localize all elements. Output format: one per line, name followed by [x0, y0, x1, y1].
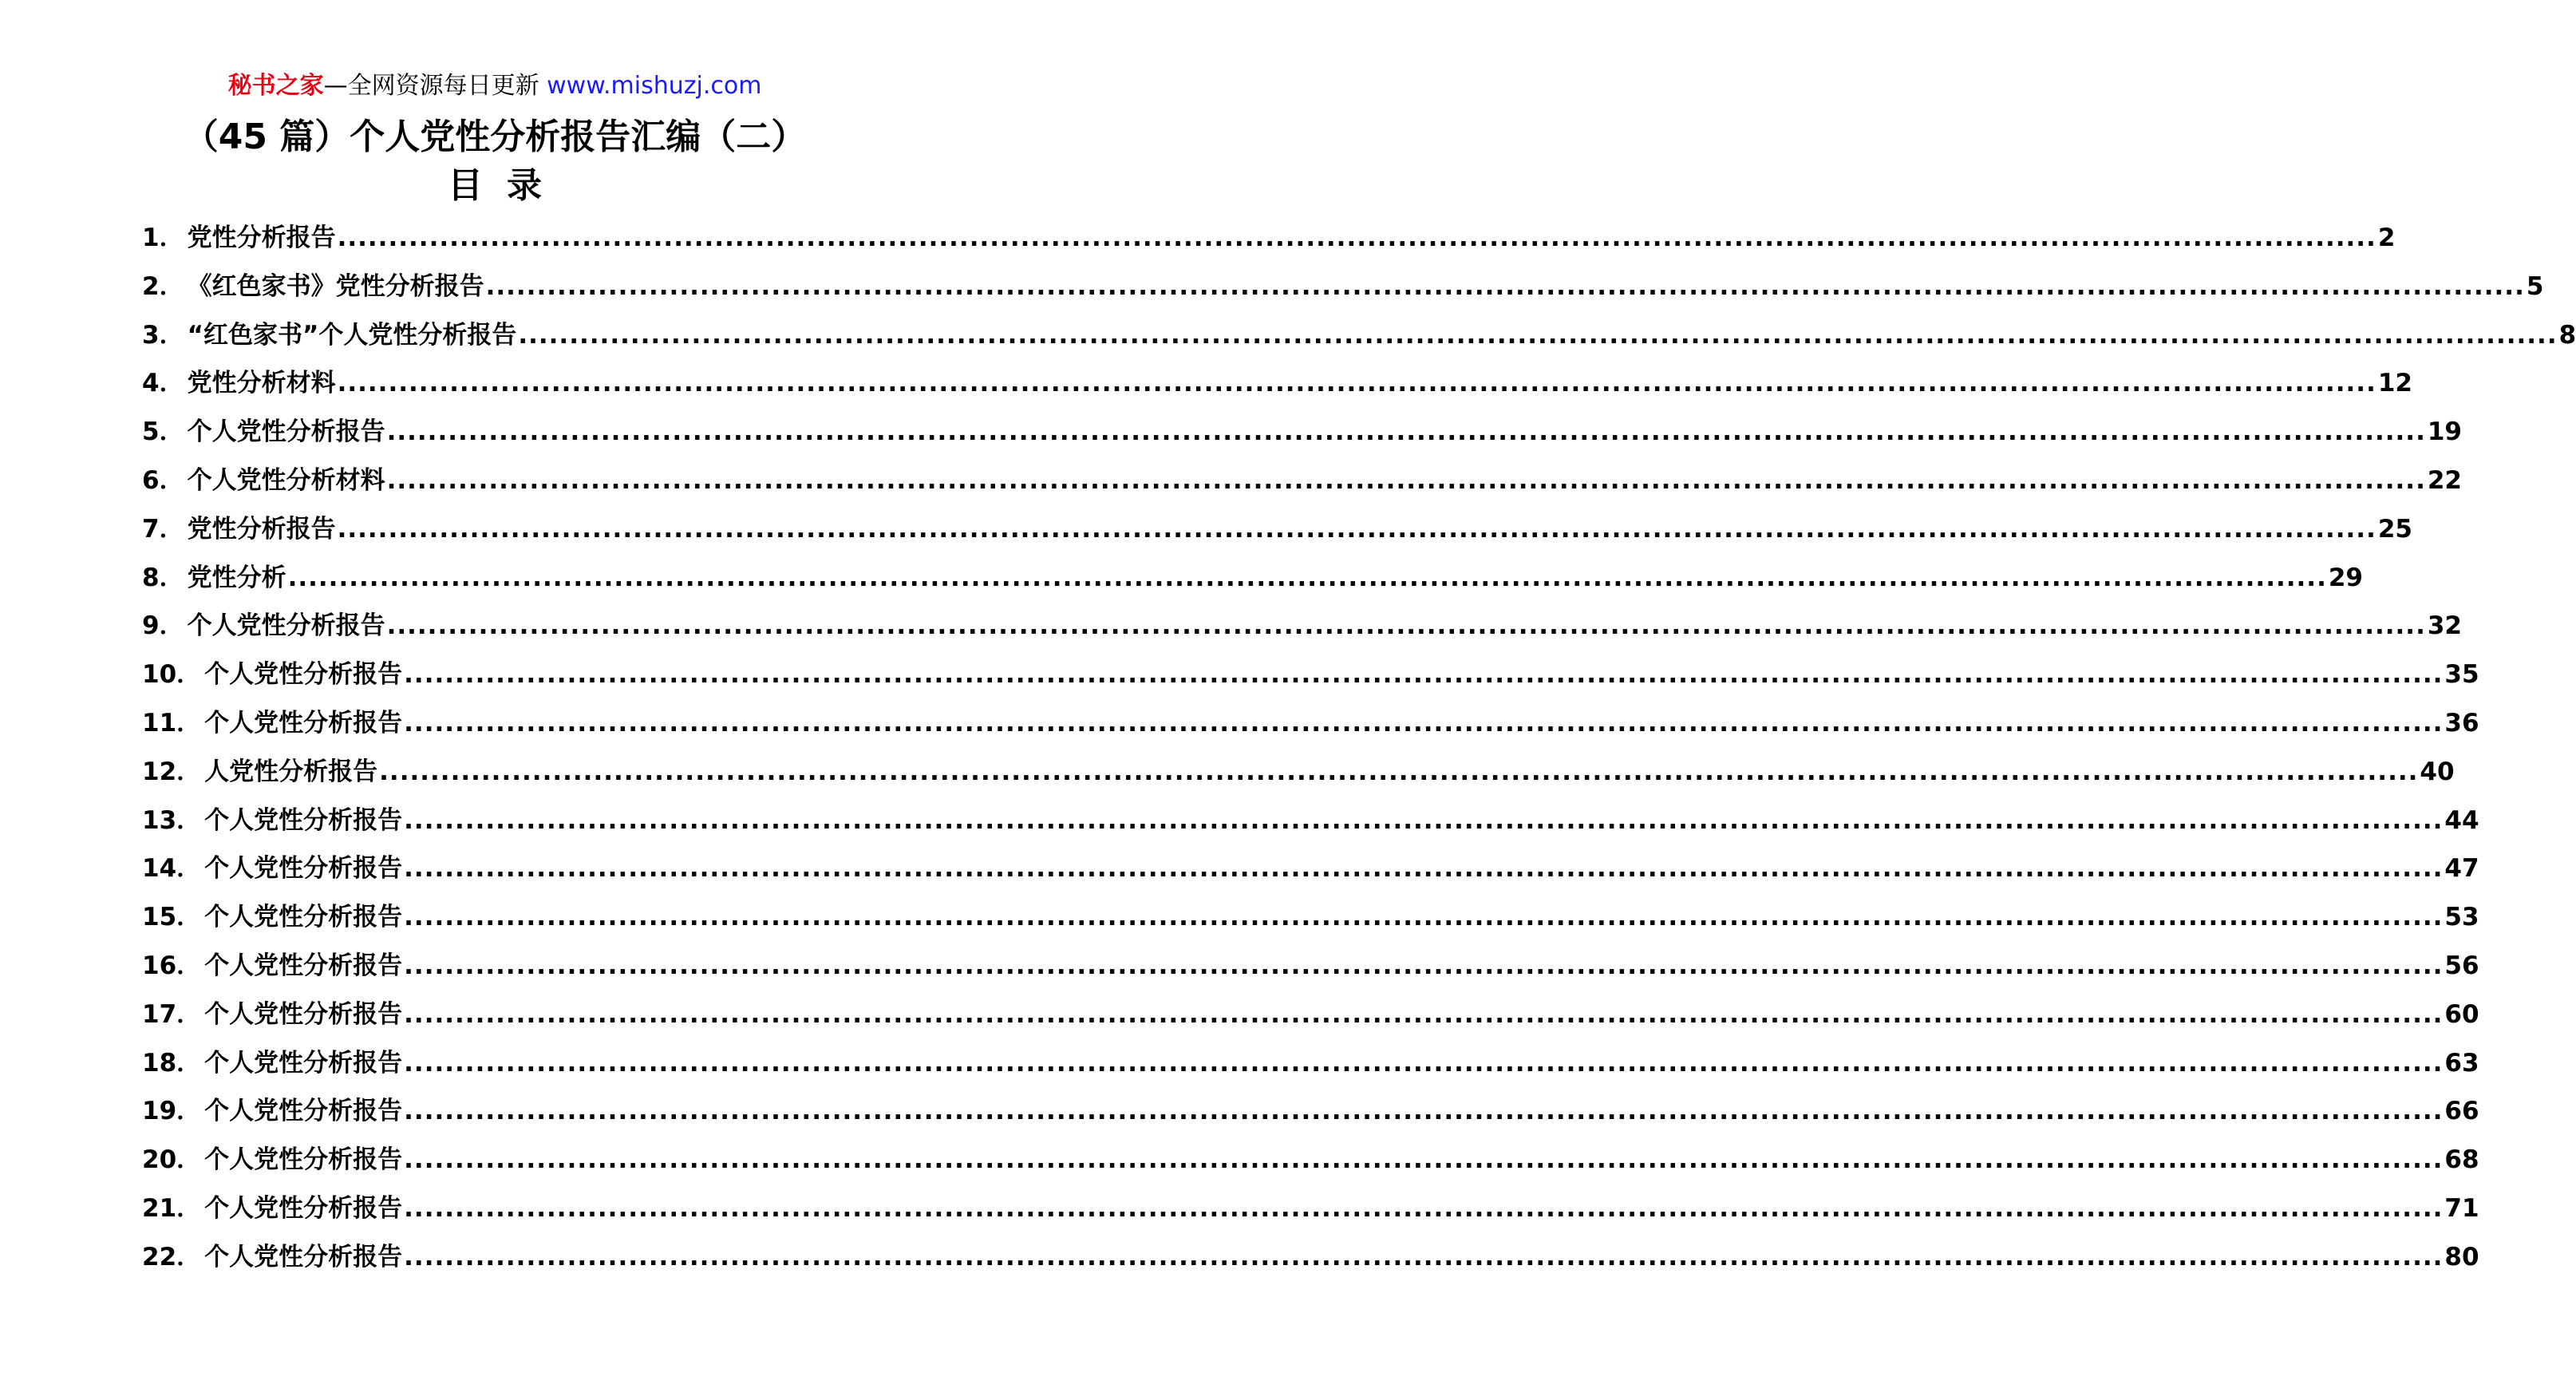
- toc-item[interactable]: [142, 994, 2479, 1042]
- toc-item[interactable]: [142, 1188, 2479, 1236]
- toc-dot-leader: ........................................................................................................................................................................................................: [404, 951, 2444, 980]
- toc-dot-leader: ........................................................................................................................................................................................................: [337, 514, 2376, 544]
- toc-item-page: 80: [2444, 1242, 2479, 1271]
- toc-item-page: 22: [2427, 465, 2462, 495]
- toc-item-separator: ．: [176, 1097, 202, 1126]
- toc-dot-leader: ........................................................................................................................................................................................................: [404, 805, 2444, 835]
- toc-item-page: 29: [2328, 563, 2363, 592]
- toc-dot-leader: ........................................................................................................................................................................................................: [404, 903, 2444, 932]
- toc-item-separator: ．: [159, 514, 184, 544]
- toc-item-page: 32: [2427, 611, 2462, 641]
- toc-item-page: 44: [2444, 805, 2479, 835]
- toc-item-title: 个人党性分析报告: [204, 903, 403, 932]
- toc-item[interactable]: [142, 1042, 2479, 1091]
- toc-item-title: 党性分析: [187, 563, 286, 592]
- toc-item-title: 个人党性分析报告: [204, 951, 403, 980]
- toc-item-title: 个人党性分析报告: [204, 999, 403, 1029]
- toc-item-title: 《红色家书》党性分析报告: [187, 271, 484, 301]
- toc-item-page: 56: [2444, 951, 2479, 980]
- toc-dot-leader: ........................................................................................................................................................................................................: [386, 417, 2426, 447]
- toc-item-separator: ．: [176, 708, 202, 738]
- toc-item[interactable]: [142, 945, 2479, 994]
- toc-item[interactable]: [142, 508, 2412, 557]
- toc-dot-leader: ........................................................................................................................................................................................................: [386, 611, 2426, 641]
- toc-item-number: 7: [142, 514, 160, 544]
- toc-item-title: 个人党性分析报告: [204, 660, 403, 690]
- toc-item-page: 5: [2526, 271, 2544, 301]
- toc-dot-leader: ........................................................................................................................................................................................................: [337, 223, 2376, 252]
- toc-dot-leader: ........................................................................................................................................................................................................: [404, 854, 2444, 884]
- toc-item-page: 35: [2444, 660, 2479, 690]
- toc-item-title: “红色家书”个人党性分析报告: [187, 320, 517, 350]
- toc-item-separator: ．: [176, 1193, 202, 1223]
- toc-item-number: 16: [142, 951, 177, 980]
- toc-item-page: 25: [2377, 514, 2412, 544]
- toc-dot-leader: ........................................................................................................................................................................................................: [404, 999, 2444, 1029]
- toc-item-separator: ．: [176, 999, 202, 1029]
- toc-item-title: 人党性分析报告: [204, 757, 378, 786]
- toc-item-page: 53: [2444, 903, 2479, 932]
- toc-item-number: 18: [142, 1048, 177, 1078]
- toc-dot-leader: ........................................................................................................................................................................................................: [485, 271, 2525, 301]
- toc-item-page: 68: [2444, 1145, 2479, 1175]
- toc-item-title: 个人党性分析报告: [187, 611, 385, 641]
- toc-item-separator: ．: [159, 611, 184, 641]
- toc-dot-leader: ........................................................................................................................................................................................................: [404, 660, 2444, 690]
- toc-item-number: 15: [142, 903, 177, 932]
- toc-item-number: 8: [142, 563, 160, 592]
- toc-item[interactable]: [142, 800, 2479, 848]
- toc-item-title: 个人党性分析报告: [204, 854, 403, 884]
- toc-item-number: 9: [142, 611, 160, 641]
- toc-item-page: 40: [2420, 757, 2455, 786]
- toc-item-title: 个人党性分析报告: [204, 1242, 403, 1271]
- toc-item-separator: ．: [176, 1145, 202, 1175]
- site-brand: 秘书之家: [227, 72, 324, 100]
- toc-item-number: 11: [142, 708, 177, 738]
- toc-item-separator: ．: [159, 271, 184, 301]
- toc-item-separator: ．: [176, 660, 202, 690]
- toc-item[interactable]: [142, 314, 2576, 363]
- toc-item-separator: ．: [159, 369, 184, 398]
- toc-item-separator: ．: [159, 417, 184, 447]
- toc-item-number: 10: [142, 660, 177, 690]
- toc-item-page: 8: [2558, 320, 2576, 350]
- toc-dot-leader: ........................................................................................................................................................................................................: [404, 1048, 2444, 1078]
- toc-item[interactable]: [142, 848, 2479, 896]
- toc-item-number: 21: [142, 1193, 177, 1223]
- toc-dot-leader: ........................................................................................................................................................................................................: [404, 1097, 2444, 1126]
- toc-item-page: 36: [2444, 708, 2479, 738]
- toc-item-number: 5: [142, 417, 160, 447]
- toc-dot-leader: ........................................................................................................................................................................................................: [404, 708, 2444, 738]
- toc-dot-leader: ........................................................................................................................................................................................................: [404, 1145, 2444, 1175]
- toc-item-separator: ．: [176, 951, 202, 980]
- toc-item-number: 17: [142, 999, 177, 1029]
- toc-item-page: 60: [2444, 999, 2479, 1029]
- toc-item-number: 19: [142, 1097, 177, 1126]
- toc-item-separator: ．: [159, 223, 184, 252]
- table-of-contents: [142, 217, 2576, 1285]
- toc-item-number: 14: [142, 854, 177, 884]
- site-url-link[interactable]: www.mishuzj.com: [547, 72, 762, 100]
- toc-item-title: 个人党性分析报告: [204, 708, 403, 738]
- toc-item-title: 党性分析材料: [187, 369, 336, 398]
- toc-item-separator: ．: [176, 805, 202, 835]
- toc-dot-leader: ........................................................................................................................................................................................................: [404, 1193, 2444, 1223]
- toc-item[interactable]: [142, 896, 2479, 945]
- toc-item-number: 6: [142, 465, 160, 495]
- site-header: [0, 70, 990, 102]
- toc-item-number: 3: [142, 320, 160, 350]
- toc-item-title: 党性分析报告: [187, 514, 336, 544]
- toc-item[interactable]: [142, 411, 2462, 460]
- toc-dot-leader: ........................................................................................................................................................................................................: [386, 465, 2426, 495]
- site-tagline: —全网资源每日更新: [323, 72, 539, 100]
- toc-item[interactable]: [142, 266, 2544, 314]
- toc-dot-leader: ........................................................................................................................................................................................................: [379, 757, 2419, 786]
- toc-item-separator: ．: [176, 1048, 202, 1078]
- toc-item[interactable]: [142, 1236, 2479, 1285]
- toc-item-separator: ．: [176, 903, 202, 932]
- toc-item[interactable]: [142, 1090, 2479, 1139]
- toc-item[interactable]: [142, 1139, 2479, 1188]
- toc-item[interactable]: [142, 217, 2396, 266]
- toc-item-separator: ．: [176, 1242, 202, 1271]
- toc-dot-leader: ........................................................................................................................................................................................................: [404, 1242, 2444, 1271]
- toc-heading: 目录: [448, 165, 566, 206]
- toc-item-separator: ．: [159, 320, 184, 350]
- toc-item[interactable]: [142, 702, 2479, 751]
- toc-item-page: 66: [2444, 1097, 2479, 1126]
- toc-item-separator: ．: [159, 563, 184, 592]
- toc-dot-leader: ........................................................................................................................................................................................................: [287, 563, 2327, 592]
- toc-item-title: 个人党性分析材料: [187, 465, 385, 495]
- toc-item-separator: ．: [176, 854, 202, 884]
- toc-item-page: 47: [2444, 854, 2479, 884]
- toc-item[interactable]: [142, 654, 2479, 702]
- toc-item-number: 2: [142, 271, 160, 301]
- toc-item-number: 20: [142, 1145, 177, 1175]
- toc-item-title: 党性分析报告: [187, 223, 336, 252]
- toc-item-page: 71: [2444, 1193, 2479, 1223]
- toc-dot-leader: ........................................................................................................................................................................................................: [337, 369, 2376, 398]
- toc-item-page: 63: [2444, 1048, 2479, 1078]
- toc-item[interactable]: [142, 751, 2455, 800]
- toc-item-number: 4: [142, 369, 160, 398]
- toc-item-title: 个人党性分析报告: [204, 1048, 403, 1078]
- document-title: （45 篇）个人党性分析报告汇编（二）: [183, 117, 807, 157]
- toc-item-title: 个人党性分析报告: [204, 1097, 403, 1126]
- toc-item-number: 12: [142, 757, 177, 786]
- toc-item[interactable]: [142, 460, 2462, 508]
- toc-item[interactable]: [142, 557, 2363, 606]
- toc-item[interactable]: [142, 605, 2462, 654]
- toc-item-title: 个人党性分析报告: [204, 1145, 403, 1175]
- toc-item-number: 22: [142, 1242, 177, 1271]
- toc-item-page: 12: [2377, 369, 2412, 398]
- toc-item-title: 个人党性分析报告: [204, 805, 403, 835]
- toc-item-number: 13: [142, 805, 177, 835]
- toc-item-page: 19: [2427, 417, 2462, 447]
- toc-item-number: 1: [142, 223, 160, 252]
- toc-item[interactable]: [142, 362, 2412, 411]
- toc-item-page: 2: [2377, 223, 2396, 252]
- toc-item-title: 个人党性分析报告: [204, 1193, 403, 1223]
- toc-dot-leader: ........................................................................................................................................................................................................: [518, 320, 2558, 350]
- toc-item-title: 个人党性分析报告: [187, 417, 385, 447]
- toc-item-separator: ．: [176, 757, 202, 786]
- toc-item-separator: ．: [159, 465, 184, 495]
